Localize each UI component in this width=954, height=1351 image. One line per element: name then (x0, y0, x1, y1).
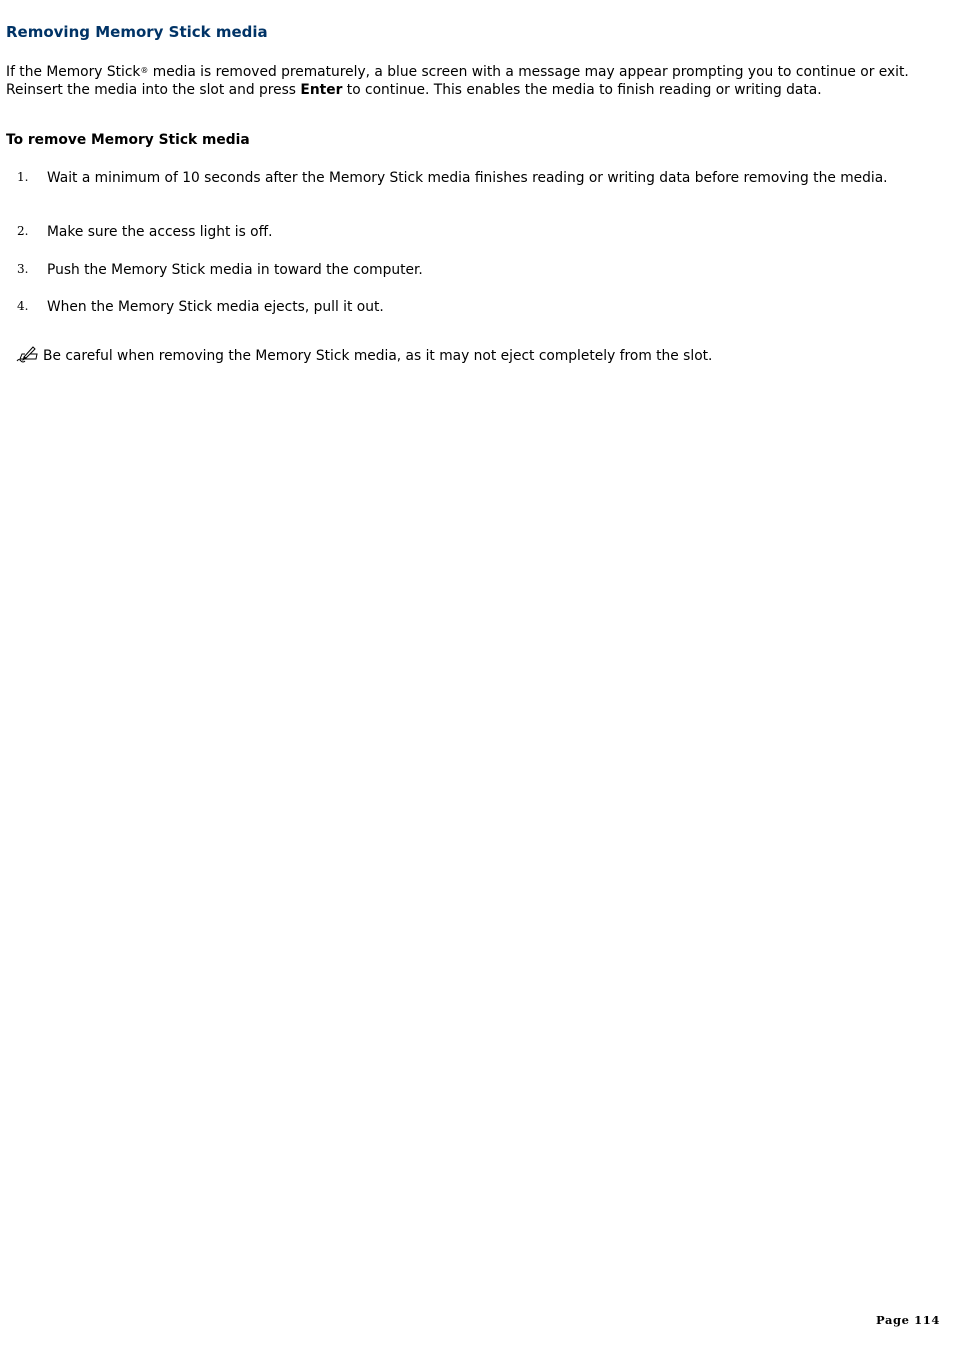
step-number: 2. (17, 224, 29, 238)
intro-text-2: media is removed prematurely, a blue screen with a message may appear prompting you to continue or exit. Reinsert the media into the slot and press (6, 64, 909, 98)
step-text: When the Memory Stick media ejects, pull it out. (47, 299, 384, 315)
step-number: 3. (17, 262, 29, 276)
page-number-footer: Page 114 (876, 1313, 940, 1327)
step-number: 1. (17, 170, 29, 184)
intro-text-3: to continue. This enables the media to finish reading or writing data. (342, 81, 822, 98)
step-number: 4. (17, 299, 29, 313)
page-title: Removing Memory Stick media (6, 23, 268, 41)
note-box (16, 345, 946, 366)
note-pencil-icon (16, 345, 40, 363)
procedure-title: To remove Memory Stick media (6, 132, 250, 148)
step-text: Make sure the access light is off. (47, 224, 273, 240)
registered-mark: ® (140, 66, 149, 75)
intro-paragraph (6, 64, 950, 99)
step-text: Push the Memory Stick media in toward the computer. (47, 262, 423, 278)
intro-text-1: If the Memory Stick (6, 64, 141, 80)
note-text: Be careful when removing the Memory Stick media, as it may not eject completely from the slot. (43, 348, 713, 364)
enter-key-label: Enter (300, 81, 343, 98)
step-text: Wait a minimum of 10 seconds after the Memory Stick media finishes reading or writing data before removing the media. (47, 170, 888, 186)
